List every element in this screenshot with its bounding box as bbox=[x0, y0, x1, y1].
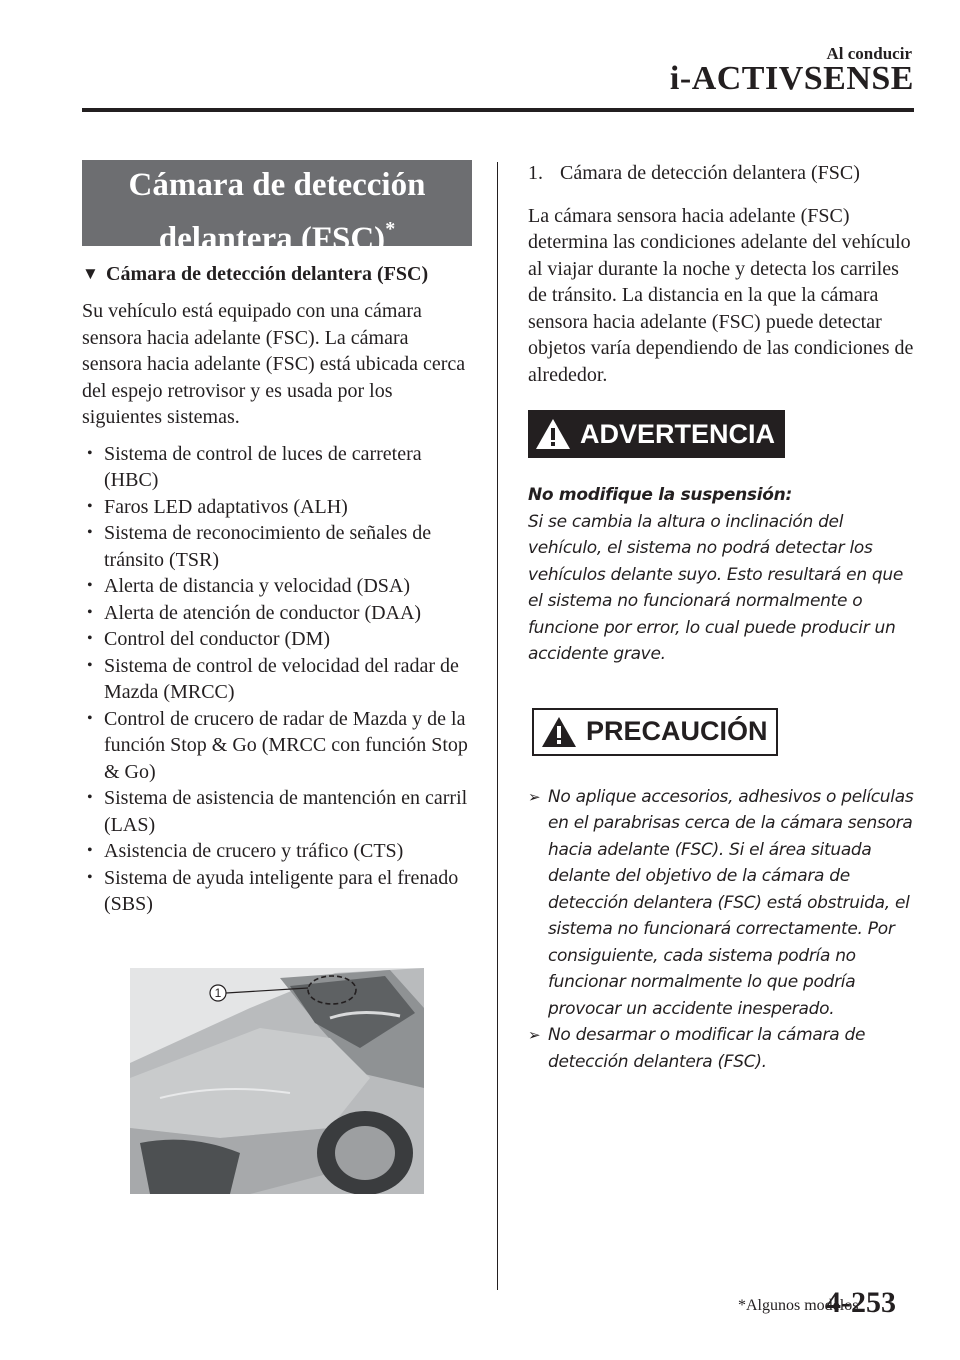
list-item: • Control de crucero de radar de Mazda y de la función Stop & Go (MRCC con función Stop & Go) bbox=[87, 707, 468, 783]
list-item: ➢ No aplique accesorios, adhesivos o películas en el parabrisas cerca de la cámara sensora hacia adelante (FSC). Si el área situada delante del objetivo de la cámara de detección delantera (FSC) está obstruida, el sistema no funcionará correctamente. Por consiguiente, cada sistema podría no funcionar normalmente lo que podría provocar un accidente inesperado. bbox=[528, 784, 914, 1023]
callout-legend bbox=[528, 160, 914, 187]
column-divider bbox=[497, 162, 498, 1290]
warning-label bbox=[528, 410, 785, 458]
bullet-icon: • bbox=[87, 789, 93, 806]
bullet-icon: • bbox=[87, 603, 93, 621]
bullet-icon: • bbox=[87, 842, 93, 859]
list-item: • Alerta de distancia y velocidad (DSA) bbox=[82, 573, 472, 600]
caution-list bbox=[528, 784, 914, 1076]
bullet-icon: • bbox=[87, 656, 93, 674]
caution-triangle-icon bbox=[540, 715, 578, 749]
page-number: 4-253 bbox=[826, 1286, 896, 1319]
list-item: • Faros LED adaptativos (ALH) bbox=[82, 494, 472, 521]
header-chapter: i-ACTIVSENSE bbox=[669, 60, 914, 97]
list-item: • Asistencia de crucero y tráfico (CTS) bbox=[82, 838, 472, 865]
warning-heading: No modifique la suspensión: bbox=[528, 485, 792, 505]
list-item: ➢ No desarmar o modificar la cámara de detección delantera (FSC). bbox=[528, 1022, 914, 1075]
triangle-down-icon: ▼ bbox=[82, 264, 99, 283]
right-column bbox=[528, 160, 914, 1075]
caution-label-text: PRECAUCIÓN bbox=[586, 716, 768, 746]
list-item: • Sistema de control de velocidad del radar de Mazda (MRCC) bbox=[87, 654, 459, 703]
list-item: • Control del conductor (DM) bbox=[82, 626, 472, 653]
arrow-right-icon: ➢ bbox=[528, 1026, 541, 1044]
header-rule bbox=[82, 108, 914, 112]
subheading-text: Cámara de detección delantera (FSC) bbox=[106, 263, 429, 285]
header-section: Al conducir bbox=[826, 44, 912, 63]
title-line-1: Cámara de detección bbox=[128, 167, 426, 203]
caution-label bbox=[532, 708, 778, 756]
warning-triangle-icon bbox=[534, 417, 572, 451]
list-item: • Sistema de asistencia de mantención en carril (LAS) bbox=[87, 787, 468, 836]
bullet-icon: • bbox=[87, 444, 93, 462]
bullet-icon: • bbox=[87, 524, 93, 541]
list-item: • Sistema de control de luces de carretera (HBC) bbox=[87, 442, 422, 491]
callout-legend-number: 1. bbox=[528, 162, 543, 184]
title-marker: * bbox=[385, 218, 396, 240]
bullet-icon: • bbox=[87, 630, 93, 647]
bullet-icon: • bbox=[87, 497, 93, 515]
warning-label-text: ADVERTENCIA bbox=[580, 418, 776, 449]
warning-body bbox=[528, 482, 914, 668]
systems-list bbox=[82, 441, 472, 918]
figure-callout-number: 1 bbox=[214, 986, 222, 1000]
car-illustration bbox=[130, 968, 424, 1194]
vehicle-camera-figure bbox=[130, 968, 424, 1194]
footer-note: *Algunos modelos bbox=[738, 1297, 859, 1314]
subheading bbox=[82, 260, 472, 288]
camera-description: La cámara sensora hacia adelante (FSC) determina las condiciones adelante del vehículo al viajar durante la noche y detecta los carriles de tránsito. La distancia en la que la cámara sensora hacia adelante (FSC) puede detectar objetos varía dependiendo de las condiciones de alrededor. bbox=[528, 204, 914, 386]
intro-paragraph: Su vehículo está equipado con una cámara sensora hacia adelante (FSC). La cámara sensora hacia adelante (FSC) está ubicada cerca del espejo retrovisor y es usada por los siguientes sistemas. bbox=[82, 300, 466, 428]
list-item: • Sistema de reconocimiento de señales de tránsito (TSR) bbox=[87, 522, 432, 571]
title-line-2: delantera (FSC)* bbox=[158, 218, 396, 257]
left-column bbox=[82, 160, 472, 918]
bullet-icon: • bbox=[87, 868, 93, 886]
warning-text: Si se cambia la altura o inclinación del vehículo, el sistema no podrá detectar los vehículos delante suyo. Esto resultará en que el sistema no funcionará normalmente o funcione por error, lo cual puede producir un accidente grave. bbox=[528, 511, 904, 664]
bullet-icon: • bbox=[87, 709, 93, 727]
arrow-right-icon: ➢ bbox=[528, 787, 541, 806]
section-title bbox=[82, 160, 472, 257]
bullet-icon: • bbox=[87, 577, 93, 594]
list-item: • Sistema de ayuda inteligente para el frenado (SBS) bbox=[87, 866, 459, 915]
callout-legend-text: Cámara de detección delantera (FSC) bbox=[560, 162, 860, 184]
list-item: • Alerta de atención de conductor (DAA) bbox=[82, 600, 472, 627]
